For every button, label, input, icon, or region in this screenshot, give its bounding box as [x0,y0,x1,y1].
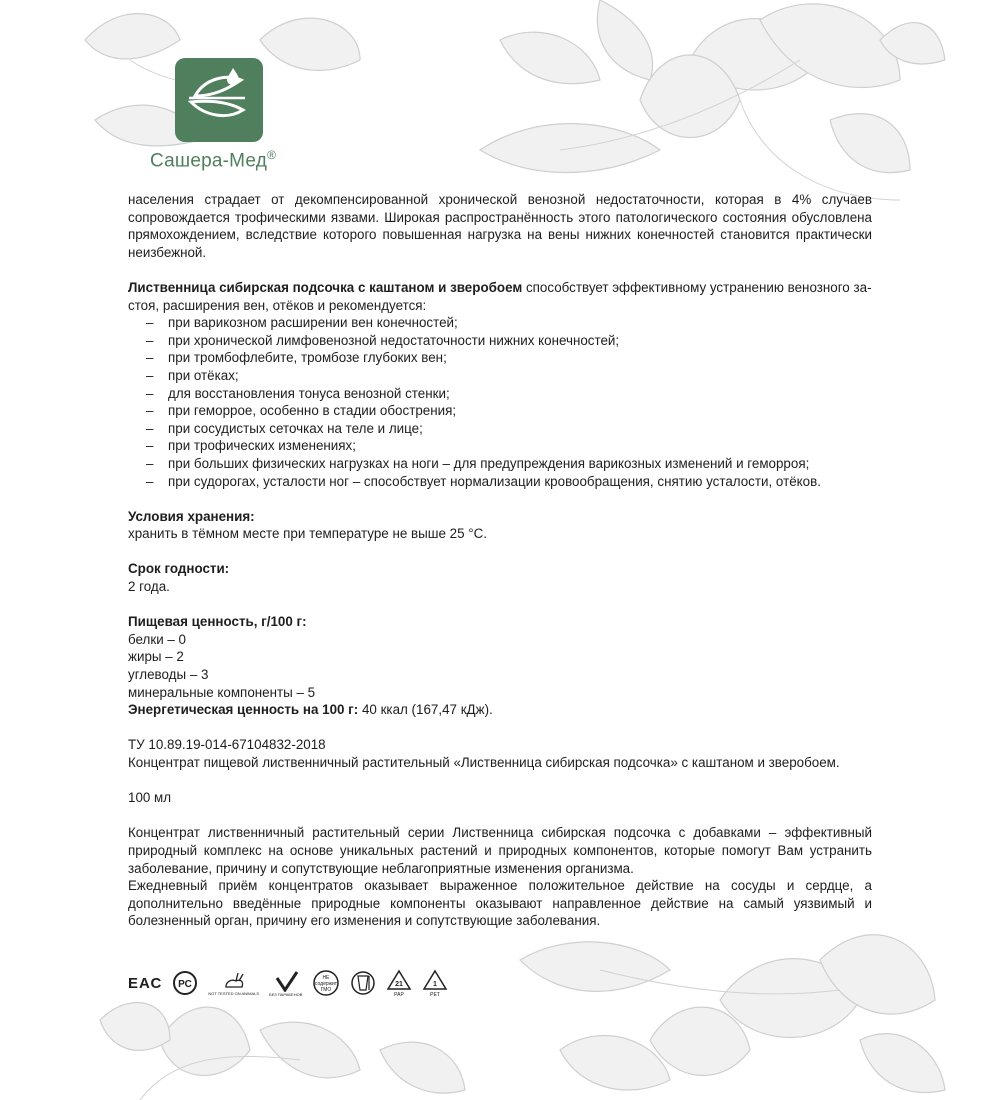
svg-text:PAP: PAP [394,992,405,997]
tu-spec: ТУ 10.89.19-014-67104832-2018 [128,737,326,753]
energy-value: Энергетическая ценность на 100 г: 40 ккал (167,47 кДж). [128,702,493,718]
nutrition-row: углеводы – 3 [128,667,209,683]
svg-text:PET: PET [430,992,441,997]
volume: 100 мл [128,790,172,806]
leaf-shape [260,1022,360,1078]
petal-shape [85,14,180,59]
about-paragraph-1: Концентрат лиственничный растительный серии Лиственница сибирская подсочка с добавками – эффективный природный комплекс на основе уникальных растений и природных компонентов, которые помогут Вам устранить заболевание, причину и сопутствующие неблагоприятные изменения организма. [128,825,872,876]
nutrition-row: минеральные компоненты – 5 [128,684,316,700]
logo-emblem [175,58,263,142]
storage-text: хранить в тёмном месте при температуре не выше 25 °С. [128,526,488,542]
leaf-shape [860,1034,945,1093]
nutrition-row: жиры – 2 [128,649,184,665]
indications-list [128,314,872,490]
svg-text:1: 1 [433,981,438,988]
list-item: – при сосудистых сеточках на теле и лице; [146,420,423,436]
no-parabens-icon: БЕЗ ПАРАБЕНОВ [269,970,302,997]
leaflet-text [128,191,872,930]
shelf-life-text: 2 года. [128,579,170,595]
leaf-shape [597,0,652,80]
product-description: Концентрат пищевой лиственничный растительный «Лиственница сибирская подсочка» с каштаном и зверобоем. [128,755,840,770]
storage-heading: Условия хранения: [128,508,255,524]
svg-text:НЕ: НЕ [322,975,330,981]
leaf-shape [830,114,910,173]
list-item: – при геморрое, особенно в стадии обострения; [146,403,457,419]
product-name: Лиственница сибирская подсочка с каштаном и зверобоем [128,279,523,295]
leaf-drop-icon [175,58,263,142]
about-paragraph-2: Ежедневный приём концентратов оказывает выраженное положительное действие на сосуды и сердце, а дополнительно введённые природные компоненты оказывают направленное действие на самый уязвимый и болезненный орган, причину его изменения и сопутствующие заболевания. [128,878,872,929]
list-item: – при варикозном расширении вен конечностей; [146,315,458,331]
leaf-shape [520,942,670,991]
leaf-shape [480,124,660,173]
food-safe-icon [350,970,376,996]
certification-icons [128,966,448,1000]
recycle-pet-icon [422,969,448,997]
no-gmo-icon [312,969,340,997]
leaf-shape [380,1042,465,1093]
nutrition-row: белки – 0 [128,631,187,647]
leaf-shape [500,32,600,83]
eac-mark-icon: ЕАС [128,974,163,992]
list-item: – при судорогах, усталости ног – способствует нормализации кровообращения, снятию усталости, отёков. [146,473,821,489]
svg-text:РС: РС [178,979,193,990]
list-item: – при больших физических нагрузках на ноги – для предупреждения варикозных изменений и геморроя; [146,455,810,471]
recycle-pap-icon [386,969,412,997]
flower-petal [160,1007,250,1075]
petal-shape [260,18,360,70]
list-item: – при хронической лимфовенозной недостаточности нижних конечностей; [146,332,620,348]
list-item: – при трофических изменениях; [146,438,356,454]
svg-text:21: 21 [395,981,404,988]
svg-text:содержит: содержит [315,981,338,987]
rst-mark-icon [172,970,198,996]
nutrition-heading: Пищевая ценность, г/100 г: [128,614,307,630]
list-item: – при тромбофлебите, тромбозе глубоких вен; [146,350,447,366]
shelf-life-heading: Срок годности: [128,561,230,577]
list-item: – при отёках; [146,367,239,383]
svg-text:ГМО: ГМО [321,987,332,993]
recommendation-intro: Лиственница сибирская подсочка с каштаном и зверобоем способствует эффективному устранению венозного за- стоя, расширения вен, отёков и рекомендуется: [128,279,872,313]
flower-petal [100,1003,170,1051]
intro-paragraph: населения страдает от декомпенсированной хронической венозной недостаточности, которая в 4% случаев сопровождается трофическими язвами. Широкая распространённость этого патологического состояния обусловлена прямохождением, вследствие которого повышенная нагрузка на вены нижних конечностей становится практически неизбежной. [128,192,872,260]
brand-name: Сашера-Мед® [150,148,277,172]
list-item: – для восстановления тонуса венозной стенки; [146,385,450,401]
rabbit-not-tested-icon: NOT TESTED ON ANIMALS [208,971,259,996]
